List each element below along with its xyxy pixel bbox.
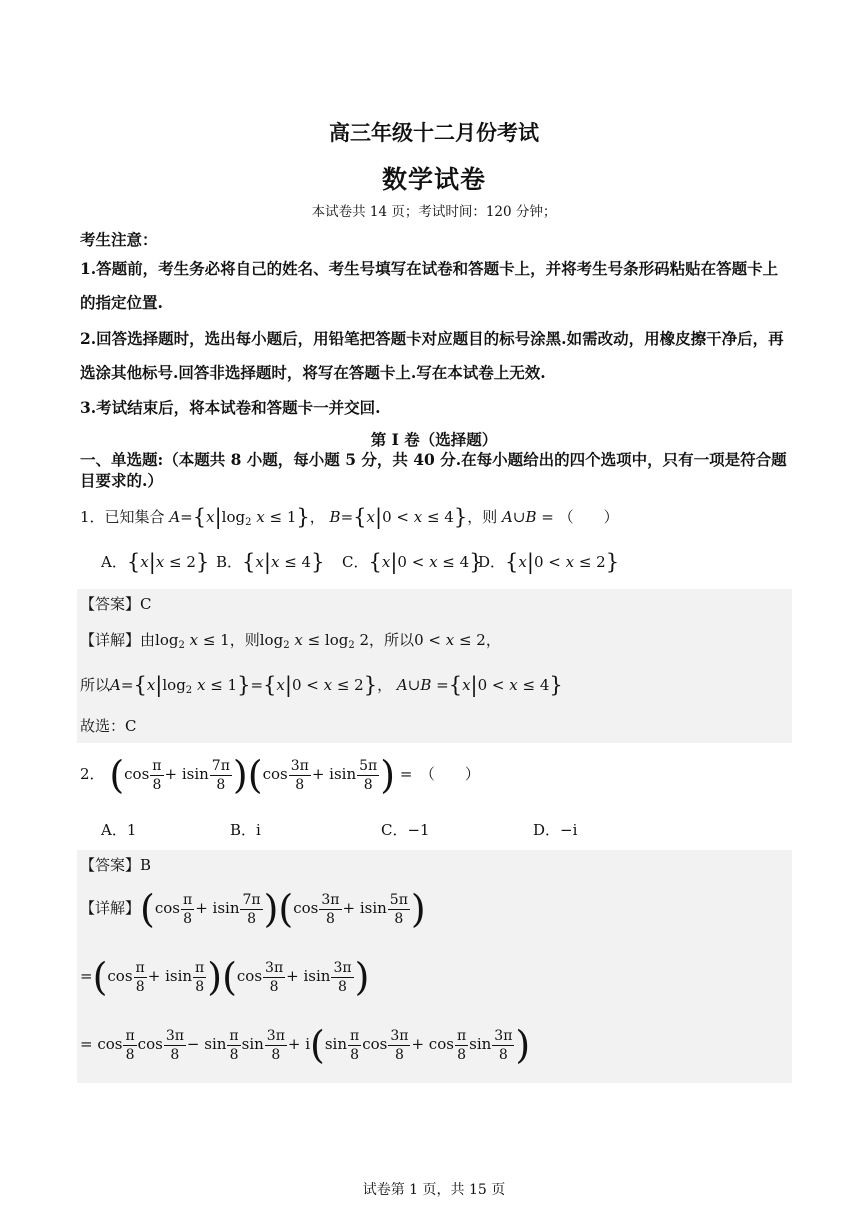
q1-option-d[interactable]: D．{x|0 < x ≤ 2} [478,550,620,574]
q1-detail-mid: ，则 [229,631,260,649]
q1-option-c-label: C． [342,553,369,571]
notice-item-1: 1.答题前，考生务必将自己的姓名、考生号填写在试卷和答题卡上，并将考生号条形码粘贴在答题卡上的指定位置. [80,259,779,312]
q1-answer-box [77,589,792,743]
question-1-num: 1．已知集合 [80,508,165,526]
question-2: 2． (cos $\frac{\pi}{8}$ + isin $\frac{7\pi}{8}$ )(cos $\frac{3\pi}{8}$ + isin $\frac{5\pi}{8}$ ) = （ ） [80,753,480,797]
q2-option-d[interactable]: D．−i [533,821,578,839]
q1-answer: 【答案】C [80,595,152,613]
q1-detail2-pre: 所以 [80,676,111,694]
exam-info: 本试卷共 14 页；考试时间：120 分钟； [311,204,557,220]
q1-detail-line-1: 【详解】由$\log_2 x \le 1$，则$\log_2 x \le \log_2 2$，所以0 < x ≤ 2， [80,631,501,651]
question-2-num: 2． [80,765,105,783]
page-footer: 试卷第 1 页，共 15 页 [362,1182,506,1198]
notice-heading: 考生注意： [80,230,158,249]
q1-detail-tail: ，所以 [369,631,415,649]
question-1: 1．已知集合 $A=\{x|\log_2$ x ≤ 1}， B={x|0 < x ≤ 4}，则 A∪B = （ ） [80,505,619,529]
q2-detail-label: 【详解】 [80,899,141,917]
set-b-def: B={x|0 < x ≤ 4} [329,505,468,529]
q2-option-c[interactable]: C．−1 [381,821,430,839]
set-a-def: $A=\{x|\log_2$ x ≤ 1} [169,505,310,529]
notice-item-3: 3.考试结束后，将本试卷和答题卡一并交回. [80,398,381,417]
q2-detail-line-3: = cos $\frac{\pi}{8}$ cos $\frac{3\pi}{8}$ − sin $\frac{\pi}{8}$ sin $\frac{3\pi}{8}$ + i(sin $\frac{\pi}{8}$ cos $\frac{3\pi}{8}$ + cos $\frac{\pi}{8}$ sin $\frac{3\pi}{8}$ ) [80,1023,531,1067]
q1-option-d-label: D． [478,553,506,571]
q2-answer-box [77,850,792,1083]
q1-option-b[interactable]: B．{x|x ≤ 4} [216,550,325,574]
subject-title: 数学试卷 [381,165,486,194]
q1-option-a-label: A． [101,553,127,571]
q1-detail-line-2: 所以$A=\{x|\log_2$ x ≤ 1}={x|0 < x ≤ 2}， A∪B ={x|0 < x ≤ 4} [80,673,563,697]
notice-item-2: 2.回答选择题时，选出每小题后，用铅笔把答题卡对应题目的标号涂黑.如需改动，用橡皮擦干净后，再选涂其他标号.回答非选择题时，将写在答题卡上.写在本试卷上无效. [80,329,784,382]
q2-detail-line-2: =(cos $\frac{\pi}{8}$ + isin $\frac{\pi}{8}$ )(cos $\frac{3\pi}{8}$ + isin $\frac{3\pi}{8}$ ) [80,955,370,999]
q1-option-c[interactable]: C．{x|0 < x ≤ 4} [342,550,483,574]
part-title: 第 I 卷（选择题） [370,430,498,449]
q2-option-a[interactable]: A．1 [101,821,137,839]
q1-option-a[interactable]: A．{x|x ≤ 2} [101,550,210,574]
q2-detail-line-1: 【详解】(cos $\frac{\pi}{8}$ + isin $\frac{7\pi}{8}$ )(cos $\frac{3\pi}{8}$ + isin $\frac{5\pi}{8}$ ) [80,887,426,931]
q1-detail-label: 【详解】由 [80,631,156,649]
q2-option-b[interactable]: B．i [230,821,261,839]
question-1-blank: （ ） [558,508,619,526]
section-title: 一、单选题:（本题共 8 小题，每小题 5 分，共 40 分.在每小题给出的四个选项中，只有一项是符合题目要求的.） [80,450,787,490]
exam-title: 高三年级十二月份考试 [329,120,539,145]
q2-answer: 【答案】B [80,856,152,874]
q1-option-b-label: B． [216,553,243,571]
question-2-blank: = （ ） [399,765,480,783]
q1-conclusion: 故选：C [80,717,137,735]
